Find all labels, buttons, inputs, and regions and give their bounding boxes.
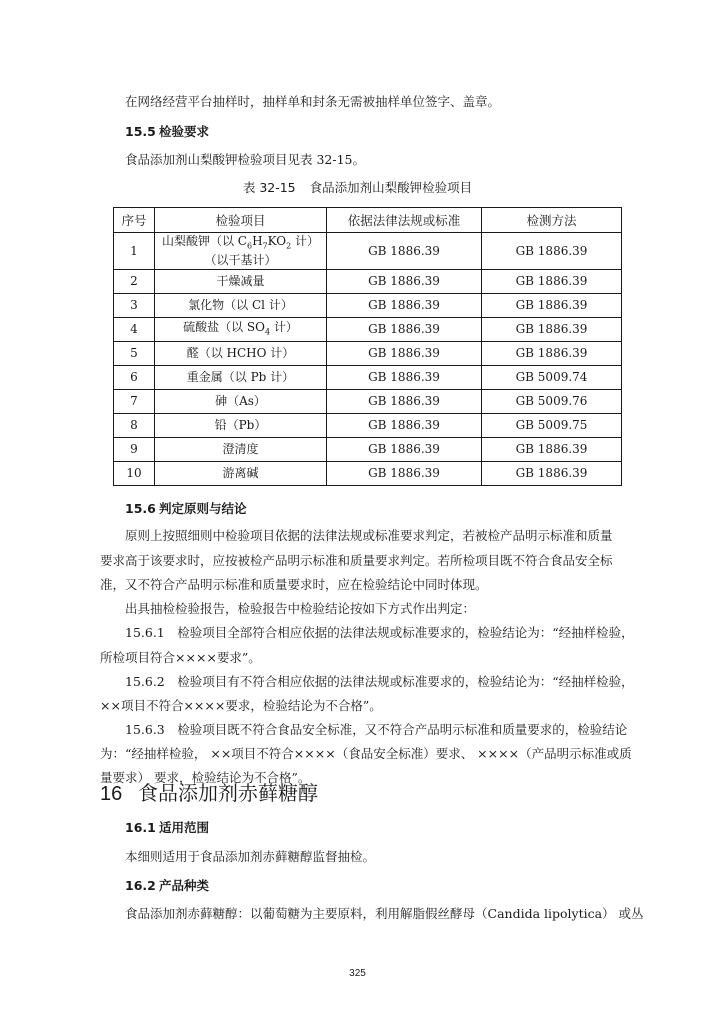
cell-method: GB 1886.39 [482,438,622,462]
cell-item: 硫酸盐（以 $SO_4$ 计） [155,318,327,342]
section-title: 检验要求 [159,124,210,139]
table-row [114,342,622,366]
header-no: 序号 [114,208,155,233]
paragraph-line: 为：“经抽样检验， ××项目不符合××××（食品安全标准）要求、 ××××（产品明示标准或质 [100,746,632,761]
cell-method: GB 5009.74 [482,366,622,390]
paragraph-line: 出具抽检检验报告，检验报告中检验结论按如下方式作出判定： [125,601,476,616]
section-number: 16.1 [125,820,156,835]
section-number: 15.6 [125,501,156,516]
paragraph-line: ××项目不符合××××要求，检验结论为不合格”。 [100,698,382,713]
cell-basis: GB 1886.39 [327,233,482,270]
chapter-16-heading [100,780,318,807]
cell-item: 山梨酸钾（以 $C_6H_7KO_2$ 计） （以干基计） [155,233,327,270]
table-row [114,462,622,486]
cell-item: 澄清度 [155,438,327,462]
cell-method: GB 5009.75 [482,414,622,438]
cell-no: 2 [114,270,155,294]
table-caption-title: 食品添加剂山梨酸钾检验项目 [309,180,473,195]
section-15-6-heading [125,501,247,517]
cell-no: 7 [114,390,155,414]
table-row [114,414,622,438]
table-row [114,233,622,270]
table-caption-number: 表 32-15 [242,180,296,195]
cell-method: GB 1886.39 [482,462,622,486]
chapter-title: 食品添加剂赤藓糖醇 [138,781,318,805]
table-row [114,270,622,294]
paragraph-line: 15.6.1 检验项目全部符合相应依据的法律法规或标准要求的，检验结论为：“经抽样检验， [125,625,634,640]
header-method: 检测方法 [482,208,622,233]
cell-no: 8 [114,414,155,438]
cell-item: 砷（As） [155,390,327,414]
cell-item: 重金属（以 Pb 计） [155,366,327,390]
cell-basis: GB 1886.39 [327,270,482,294]
section-16-2-text: 食品添加剂赤藓糖醇：以葡萄糖为主要原料，利用解脂假丝酵母（Candida lipolytica） 或丛 [125,906,644,921]
paragraph-line: 15.6.2 检验项目有不符合相应依据的法律法规或标准要求的，检验结论为：“经抽样检验， [125,674,634,689]
cell-basis: GB 1886.39 [327,414,482,438]
section-number: 15.5 [125,124,156,139]
inspection-items-table [113,207,622,486]
cell-no: 1 [114,233,155,270]
cell-basis: GB 1886.39 [327,390,482,414]
section-number: 16.2 [125,878,156,893]
section-title: 适用范围 [159,820,210,835]
table-row [114,294,622,318]
section-title: 判定原则与结论 [159,501,247,516]
cell-item: 铅（Pb） [155,414,327,438]
cell-no: 3 [114,294,155,318]
paragraph-line: 量要求） 要求，检验结论为不合格”。 [100,770,311,785]
section-15-5-heading [125,124,209,140]
cell-basis: GB 1886.39 [327,462,482,486]
cell-item: 游离碱 [155,462,327,486]
cell-item: 氯化物（以 Cl 计） [155,294,327,318]
page-number: 325 [349,968,366,979]
cell-no: 9 [114,438,155,462]
cell-basis: GB 1886.39 [327,366,482,390]
table-row [114,390,622,414]
paragraph-line: 所检项目符合××××要求”。 [100,650,261,665]
section-16-1-heading [125,820,209,836]
section-15-5-text: 食品添加剂山梨酸钾检验项目见表 32-15。 [125,152,366,167]
cell-no: 10 [114,462,155,486]
cell-method: GB 1886.39 [482,270,622,294]
table-row [114,366,622,390]
chapter-number: 16 [100,783,123,805]
cell-item: 干燥减量 [155,270,327,294]
cell-method: GB 1886.39 [482,233,622,270]
cell-method: GB 5009.76 [482,390,622,414]
header-basis: 依据法律法规或标准 [327,208,482,233]
cell-basis: GB 1886.39 [327,438,482,462]
cell-no: 4 [114,318,155,342]
cell-basis: GB 1886.39 [327,294,482,318]
cell-method: GB 1886.39 [482,294,622,318]
table-row [114,438,622,462]
table-caption [0,180,715,196]
cell-method: GB 1886.39 [482,342,622,366]
cell-no: 5 [114,342,155,366]
table-header-row [114,208,622,233]
cell-item: 醛（以 HCHO 计） [155,342,327,366]
cell-basis: GB 1886.39 [327,318,482,342]
paragraph-line: 准，又不符合产品明示标准和质量要求时，应在检验结论中同时体现。 [100,577,488,592]
cell-method: GB 1886.39 [482,318,622,342]
table-row [114,318,622,342]
paragraph-line: 原则上按照细则中检验项目依据的法律法规或标准要求判定，若被检产品明示标准和质量 [125,528,613,543]
section-title: 产品种类 [159,878,210,893]
paragraph-line: 要求高于该要求时，应按被检产品明示标准和质量要求判定。若所检项目既不符合食品安全标 [100,553,613,568]
section-16-2-heading [125,878,209,894]
paragraph-line: 15.6.3 检验项目既不符合食品安全标准，又不符合产品明示标准和质量要求的，检验结论 [125,722,628,737]
intro-line: 在网络经营平台抽样时，抽样单和封条无需被抽样单位签字、盖章。 [125,94,501,109]
cell-basis: GB 1886.39 [327,342,482,366]
header-item: 检验项目 [155,208,327,233]
cell-no: 6 [114,366,155,390]
section-16-1-text: 本细则适用于食品添加剂赤藓糖醇监督抽检。 [125,849,376,864]
